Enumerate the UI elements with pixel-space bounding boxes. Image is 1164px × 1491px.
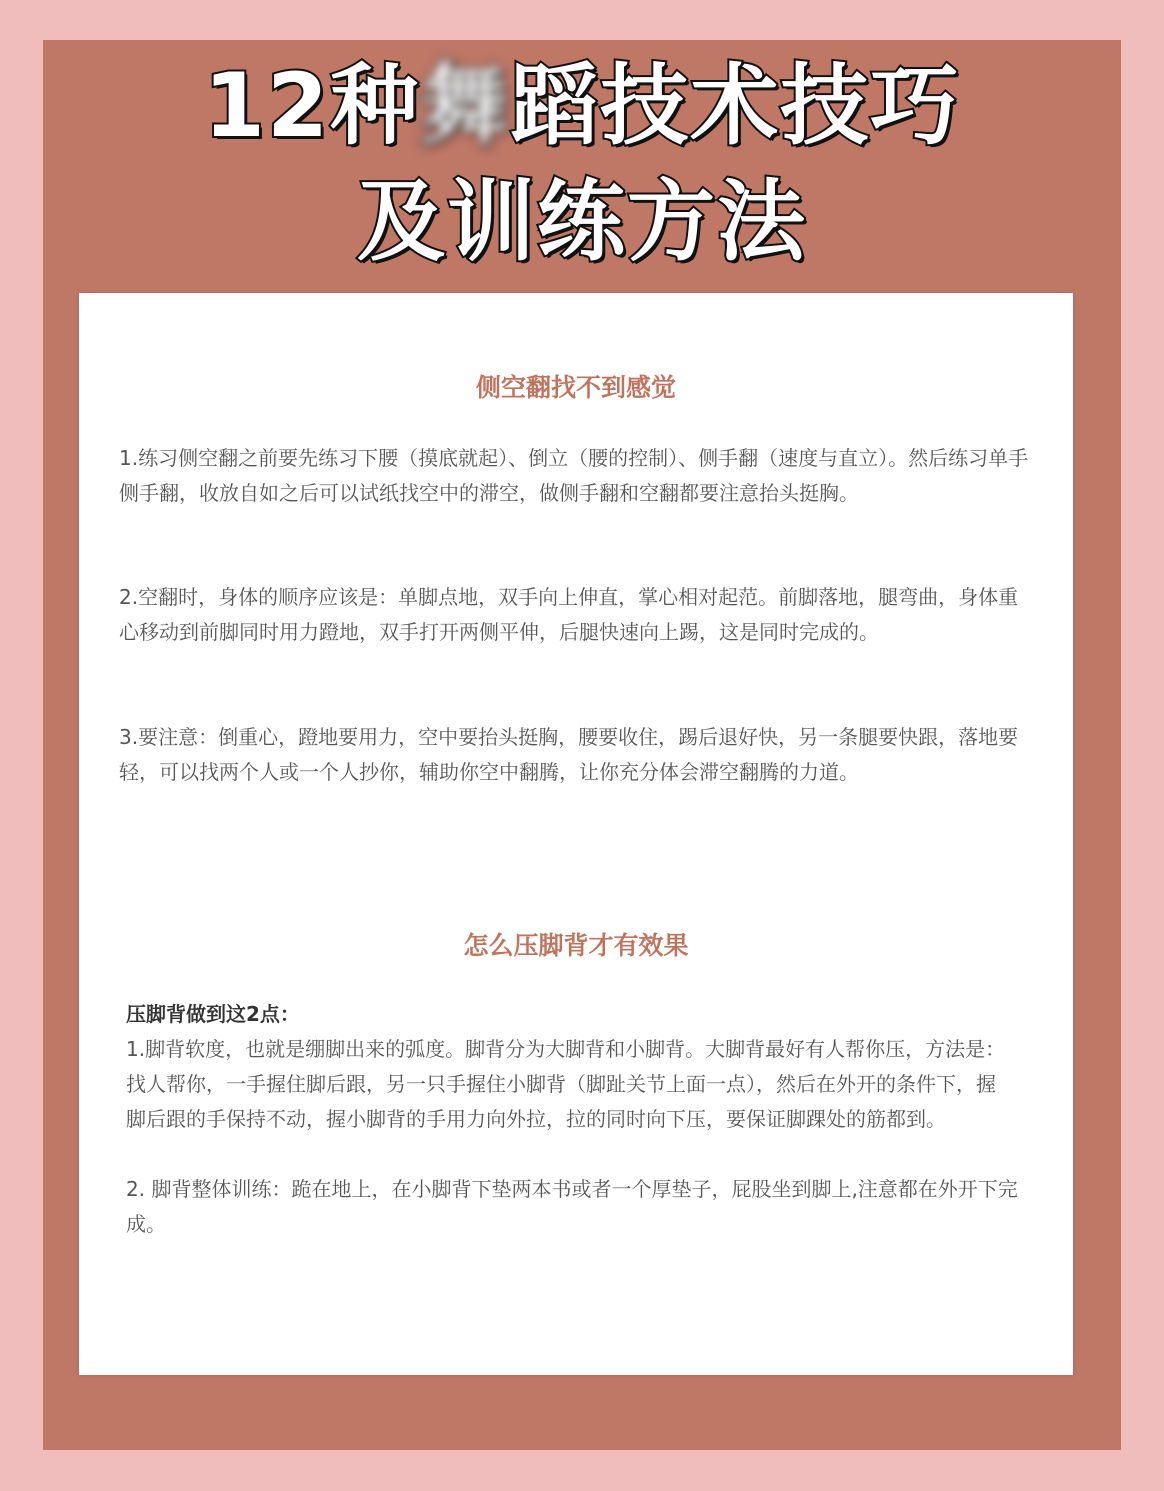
title-line-2: 及训练方法 [356, 170, 807, 273]
content-card [79, 293, 1073, 1375]
title-blurred-char: 舞 [420, 54, 511, 157]
section-1-paragraph-1: 1.练习侧空翻之前要先练习下腰（摸底就起）、倒立（腰的控制）、侧手翻（速度与直立）。然后练习单手侧手翻，收放自如之后可以试纸找空中的滞空，做侧手翻和空翻都要注意抬头挺胸。 [119, 446, 1029, 505]
section-2-heading: 怎么压脚背才有效果 [463, 931, 689, 960]
section-1-paragraph-3: 3.要注意：倒重心，蹬地要用力，空中要抬头挺胸，腰要收住，踢后退好快，另一条腿要快跟，落地要轻，可以找两个人或一个人抄你，辅助你空中翻腾，让你充分体会滞空翻腾的力道。 [119, 725, 1019, 784]
section-2-subheading: 压脚背做到这2点： [126, 1002, 300, 1026]
section-2-paragraph-2: 2. 脚背整体训练：跪在地上，在小脚背下垫两本书或者一个厚垫子，屁股坐到脚上,注意都在外开下完成。 [126, 1177, 1018, 1236]
section-1-heading: 侧空翻找不到感觉 [475, 373, 676, 402]
section-2-paragraph-1: 1.脚背软度，也就是绷脚出来的弧度。脚背分为大脚背和小脚背。大脚背最好有人帮你压，方法是：找人帮你，一手握住脚后跟，另一只手握住小脚背（脚趾关节上面一点），然后在外开的条件下，握脚后跟的手保持不动，握小脚背的手用力向外拉，拉的同时向下压，要保证脚踝处的筋都到。 [126, 1037, 1006, 1131]
section-1-paragraph-2: 2.空翻时，身体的顺序应该是：单脚点地，双手向上伸直，掌心相对起范。前脚落地，腿弯曲，身体重心移动到前脚同时用力蹬地，双手打开两侧平伸，后腿快速向上踢，这是同时完成的。 [119, 585, 1019, 644]
title-prefix: 12种 [203, 54, 421, 157]
title-line-1 [0, 48, 1164, 164]
title-suffix: 蹈技术技巧 [510, 54, 961, 157]
page-title [0, 48, 1164, 280]
